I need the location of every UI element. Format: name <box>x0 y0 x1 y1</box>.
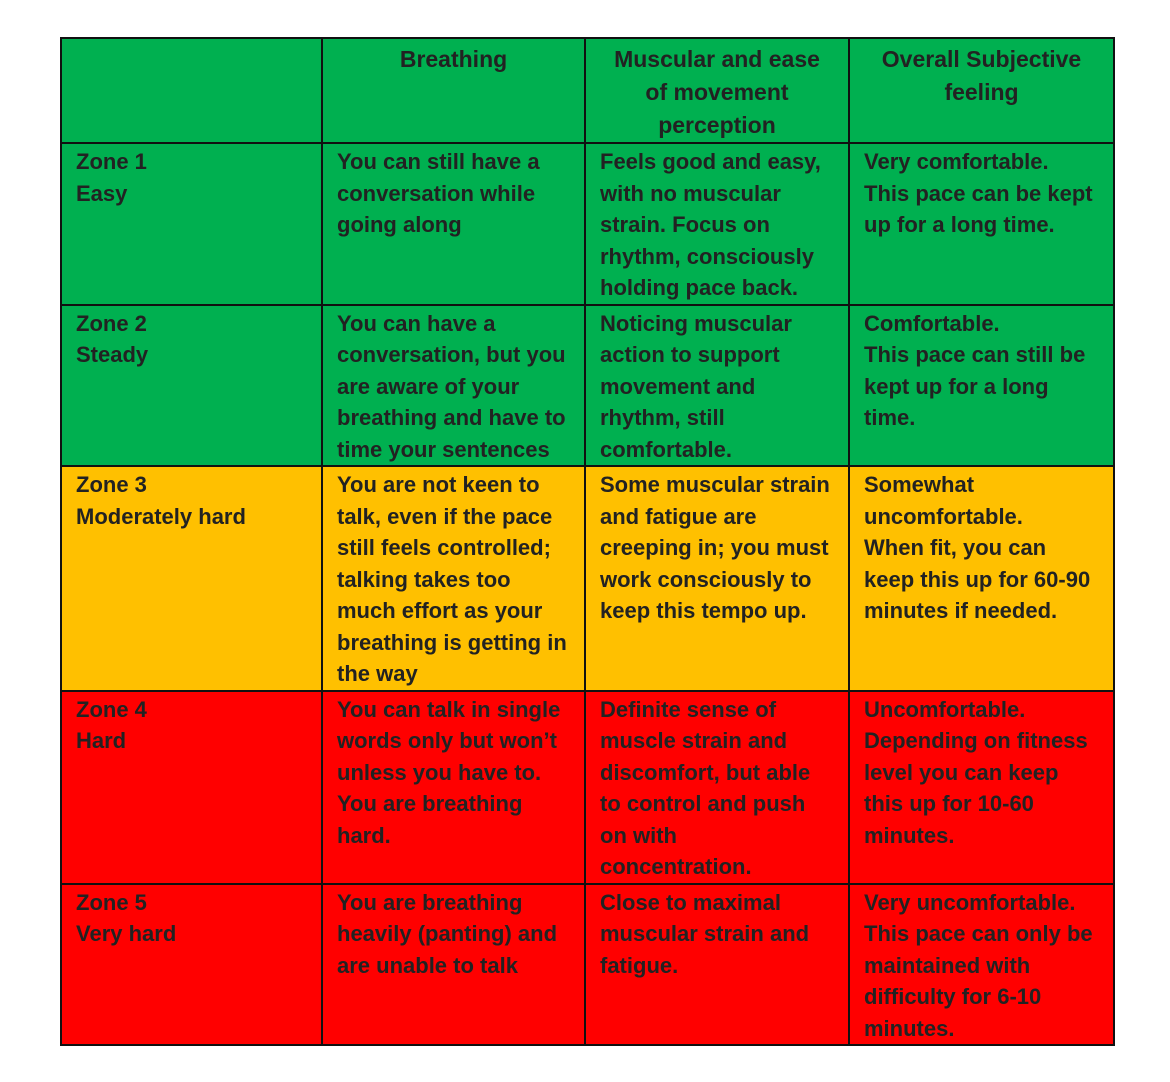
table-row <box>61 466 1114 691</box>
muscular-cell: Feels good and easy, with no muscular strain. Focus on rhythm, consciously holding pace back. <box>585 143 849 305</box>
overall-cell: Very uncomfortable. This pace can only be maintained with difficulty for 6-10 minutes. <box>849 884 1114 1046</box>
header-zone <box>61 38 322 143</box>
table-row <box>61 884 1114 1046</box>
header-row <box>61 38 1114 143</box>
breathing-cell: You are not keen to talk, even if the pace still feels controlled; talking takes too much effort as your breathing is getting in the way <box>322 466 585 691</box>
header-muscular: Muscular and ease of movement perception <box>585 38 849 143</box>
zone-label: Zone 1 Easy <box>61 143 322 305</box>
overall-cell: Very comfortable. This pace can be kept up for a long time. <box>849 143 1114 305</box>
header-breathing: Breathing <box>322 38 585 143</box>
muscular-cell: Some muscular strain and fatigue are creeping in; you must work consciously to keep this tempo up. <box>585 466 849 691</box>
table-row <box>61 143 1114 305</box>
muscular-cell: Definite sense of muscle strain and discomfort, but able to control and push on with concentration. <box>585 691 849 884</box>
breathing-cell: You are breathing heavily (panting) and are unable to talk <box>322 884 585 1046</box>
muscular-cell: Close to maximal muscular strain and fatigue. <box>585 884 849 1046</box>
breathing-cell: You can still have a conversation while going along <box>322 143 585 305</box>
training-zones-table <box>60 37 1115 1046</box>
overall-cell: Comfortable. This pace can still be kept up for a long time. <box>849 305 1114 467</box>
zone-label: Zone 4 Hard <box>61 691 322 884</box>
table-row <box>61 691 1114 884</box>
table-row <box>61 305 1114 467</box>
breathing-cell: You can talk in single words only but won’t unless you have to. You are breathing hard. <box>322 691 585 884</box>
zone-label: Zone 2 Steady <box>61 305 322 467</box>
overall-cell: Uncomfortable. Depending on fitness level you can keep this up for 10-60 minutes. <box>849 691 1114 884</box>
breathing-cell: You can have a conversation, but you are aware of your breathing and have to time your sentences <box>322 305 585 467</box>
header-overall: Overall Subjective feeling <box>849 38 1114 143</box>
zone-label: Zone 5 Very hard <box>61 884 322 1046</box>
muscular-cell: Noticing muscular action to support movement and rhythm, still comfortable. <box>585 305 849 467</box>
overall-cell: Somewhat uncomfortable. When fit, you can keep this up for 60-90 minutes if needed. <box>849 466 1114 691</box>
zone-label: Zone 3 Moderately hard <box>61 466 322 691</box>
